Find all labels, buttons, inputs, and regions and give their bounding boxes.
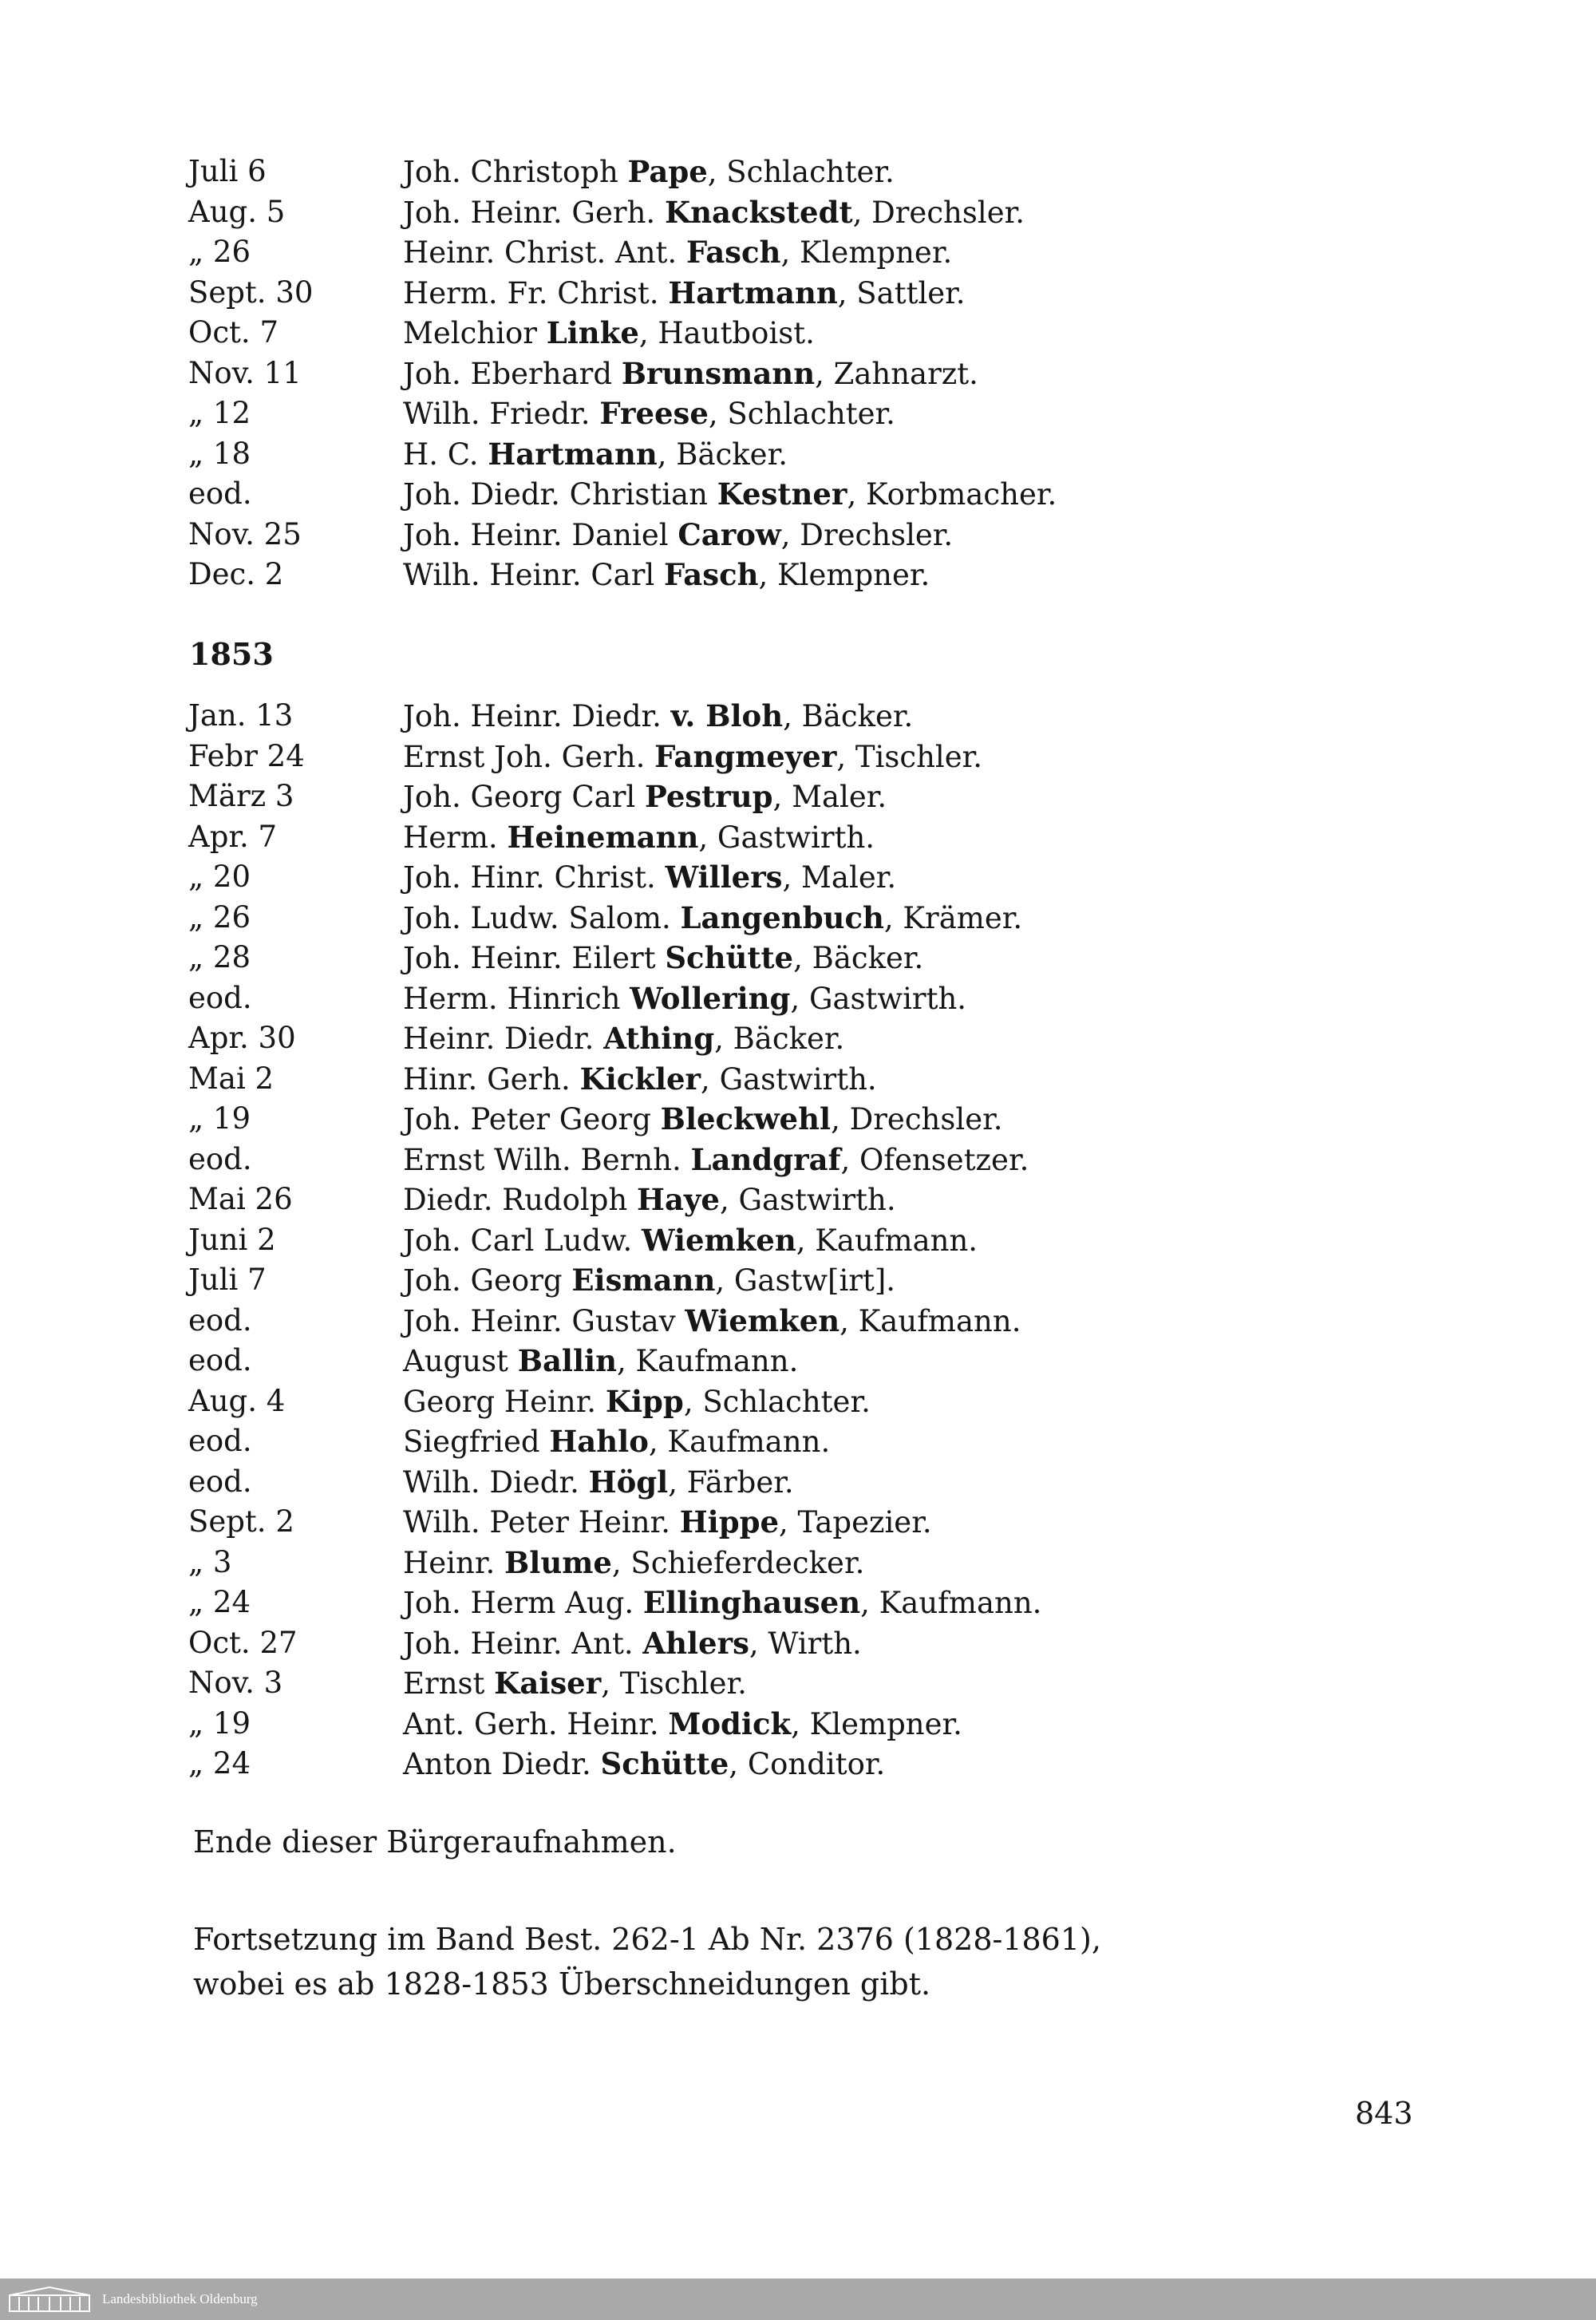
occupation: , Schlachter. [707,155,895,189]
given-names: Joh. Carl Ludw. [403,1223,642,1258]
given-names: Heinr. Christ. Ant. [403,235,686,270]
entry-text [403,1502,932,1543]
entry-text [403,737,982,777]
occupation: , Tischler. [836,739,983,774]
entry-date: eod. [188,1343,252,1377]
entry-text [403,1260,895,1301]
occupation: , Schieferdecker. [611,1545,865,1580]
entry-date: „ 18 [188,436,251,471]
surname: Ellinghausen [642,1585,861,1620]
entry-date: Nov. 3 [188,1666,283,1700]
entry-text [403,1180,896,1220]
library-name: Landesbibliothek Oldenburg [102,2291,258,2306]
entry-date: eod. [188,1424,252,1458]
entry-text [403,152,895,192]
occupation: , Wirth. [749,1626,862,1661]
surname: Freese [599,396,709,431]
entry-date: „ 28 [188,940,251,974]
surname: Landgraf [690,1141,841,1177]
given-names: Wilh. Peter Heinr. [403,1505,680,1539]
occupation: , Schlachter. [708,397,895,431]
given-names: Diedr. Rudolph [403,1183,637,1217]
given-names: Joh. Diedr. Christian [403,477,717,512]
given-names: Joh. Heinr. Gustav [403,1303,685,1338]
surname: Ahlers [642,1625,749,1661]
occupation: , Tischler. [601,1666,747,1701]
entry-date: Sept. 2 [188,1504,294,1539]
entry-text [403,1341,798,1381]
occupation: , Gastwirth. [719,1183,896,1217]
entry-date: Juli 7 [188,1263,267,1297]
surname: Athing [603,1021,715,1056]
given-names: Joh. Heinr. Gerh. [403,195,665,230]
entry-date: „ 20 [188,860,251,894]
entry-text [403,817,875,858]
end-note: Ende dieser Bürgeraufnahmen. [193,1824,677,1860]
given-names: Anton Diedr. [403,1747,601,1781]
entry-date: März 3 [188,779,294,813]
surname: Kestner [717,476,847,512]
given-names: Joh. Heinr. Eilert [403,941,666,975]
surname: Schütte [665,940,794,975]
occupation: , Kaufmann. [617,1344,799,1378]
given-names: Herm. Hinrich [403,981,630,1016]
occupation: , Klempner. [791,1706,962,1741]
given-names: Joh. Georg [403,1263,572,1298]
occupation: , Maler. [782,860,897,895]
surname: Knackstedt [664,194,853,230]
entry-date: eod. [188,1464,252,1499]
entry-text [403,777,887,817]
entry-text [403,898,1022,939]
given-names: Herm. Fr. Christ. [403,275,669,310]
occupation: , Gastwirth. [790,981,967,1016]
occupation: , Zahnarzt. [815,356,978,391]
surname: Högl [588,1464,669,1500]
surname: Kipp [605,1383,684,1419]
entry-text [403,1663,747,1704]
surname: Hippe [679,1504,780,1539]
surname: Eismann [571,1263,716,1298]
surname: Wiemken [685,1302,840,1338]
surname: Fasch [664,557,759,592]
given-names: Ernst [403,1666,495,1701]
entry-text [403,1543,864,1583]
given-names: H. C. [403,437,488,472]
surname: Fasch [685,235,781,270]
occupation: , Conditor. [729,1747,886,1781]
entry-text [403,1099,1003,1140]
entry-text [403,938,923,978]
entry-text [403,393,895,434]
given-names: Joh. Ludw. Salom. [403,900,681,935]
occupation: , Klempner. [780,235,953,270]
entry-date: Dec. 2 [188,557,284,591]
given-names: Hinr. Gerh. [403,1061,580,1097]
occupation: , Krämer. [883,900,1023,935]
surname: Fangmeyer [654,738,837,774]
entry-text [403,273,966,314]
surname: Willers [665,860,783,895]
entry-date: Nov. 11 [188,355,302,390]
entry-date: „ 19 [188,1705,251,1741]
page-number: 843 [1355,2096,1413,2131]
entry-text [403,1583,1041,1623]
given-names: Joh. Peter Georg [403,1102,661,1136]
surname: Schütte [600,1746,729,1781]
entry-date: eod. [188,980,252,1015]
given-names: Joh. Herm Aug. [403,1586,643,1620]
surname: Langenbuch [680,899,884,935]
surname: Hartmann [668,275,838,310]
given-names: Heinr. [403,1545,504,1580]
entry-text [403,474,1057,515]
entry-text [403,978,966,1019]
surname: Pestrup [644,779,773,814]
entry-date: Nov. 25 [188,516,302,551]
occupation: , Maler. [772,780,887,814]
occupation: , Schlachter. [683,1384,871,1419]
given-names: Georg Heinr. [403,1384,606,1419]
given-names: Herm. [403,820,508,855]
occupation: , Gastw[irt]. [715,1263,896,1298]
entry-date: „ 26 [188,235,251,269]
occupation: , Bäcker. [657,437,788,472]
entry-date: eod. [188,476,252,511]
given-names: Wilh. Heinr. Carl [403,558,665,592]
given-names: Joh. Christoph [403,155,628,189]
occupation: , Sattler. [837,275,966,310]
surname: Modick [668,1705,792,1741]
entry-date: eod. [188,1141,252,1176]
occupation: , Bäcker. [714,1022,845,1056]
given-names: August [403,1344,518,1378]
surname: Wiemken [642,1222,796,1258]
entry-text [403,1059,877,1100]
entry-text [403,434,788,475]
entry-date: Mai 26 [188,1182,293,1216]
given-names: Ernst Joh. Gerh. [403,739,655,774]
surname: Kickler [579,1061,701,1097]
entry-text [403,1018,844,1059]
occupation: , Kaufmann. [860,1586,1042,1620]
entry-text [403,857,896,898]
surname: Wollering [630,980,791,1016]
surname: Blume [504,1544,612,1580]
entry-date: Febr 24 [188,738,305,773]
entry-text [403,555,930,595]
entry-text [403,1220,978,1261]
entry-text [403,1421,830,1462]
entry-date: „ 24 [188,1585,251,1619]
entry-text [403,192,1025,233]
given-names: Joh. Georg Carl [403,780,645,814]
occupation: , Kaufmann. [796,1223,978,1258]
occupation: , Bäcker. [783,699,914,733]
entry-date: Jan. 13 [188,698,294,733]
occupation: , Gastwirth. [698,820,875,855]
surname: Kaiser [494,1666,602,1701]
occupation: , Tapezier. [779,1505,932,1539]
surname: Ballin [517,1343,618,1378]
occupation: , Bäcker. [793,941,924,975]
given-names: Joh. Heinr. Diedr. [403,699,671,733]
continuation-line-2: wobei es ab 1828-1853 Überschneidungen gibt. [193,1966,931,2002]
surname: Brunsmann [621,355,816,391]
surname: Linke [546,315,639,350]
entry-text [403,515,953,555]
entry-date: „ 26 [188,899,251,935]
occupation: , Drechsler. [852,195,1025,230]
surname: Carow [678,516,781,552]
surname: Pape [627,154,708,189]
entry-text [403,1462,794,1503]
entry-text [403,1381,871,1422]
occupation: , Gastwirth. [701,1061,877,1097]
entry-date: Juni 2 [188,1222,276,1257]
entry-date: Apr. 30 [188,1021,296,1055]
entry-text [403,696,913,737]
given-names: Wilh. Friedr. [403,397,600,431]
surname: Hartmann [488,436,658,472]
occupation: , Drechsler. [780,517,954,552]
entry-text [403,354,978,394]
surname: Hahlo [549,1424,649,1459]
entry-date: Mai 2 [188,1061,275,1096]
entry-text [403,1744,885,1784]
entry-date: „ 24 [188,1746,251,1781]
year-heading: 1853 [189,636,274,672]
given-names: Ant. Gerh. Heinr. [403,1706,669,1741]
entry-date: Juli 6 [188,154,267,188]
entry-date: Aug. 4 [188,1383,286,1418]
occupation: , Kaufmann. [839,1303,1021,1338]
library-footer-bar [0,2279,1596,2320]
given-names: Siegfried [403,1425,550,1459]
given-names: Joh. Heinr. Daniel [403,517,678,552]
given-names: Wilh. Diedr. [403,1464,589,1500]
given-names: Joh. Heinr. Ant. [403,1626,643,1661]
entry-date: Aug. 5 [188,194,286,229]
entry-text [403,1623,862,1664]
entry-date: Sept. 30 [188,275,314,310]
entry-text [403,1301,1021,1342]
occupation: , Klempner. [758,558,930,592]
given-names: Heinr. Diedr. [403,1022,604,1056]
given-names: Ernst Wilh. Bernh. [403,1142,691,1177]
entry-text [403,1704,962,1745]
occupation: , Hautboist. [638,316,815,350]
occupation: , Korbmacher. [847,477,1057,512]
entry-text [403,313,815,354]
given-names: Joh. Hinr. Christ. [403,860,666,895]
occupation: , Drechsler. [831,1102,1003,1136]
surname: Bleckwehl [660,1101,832,1136]
surname: v. Bloh [670,698,784,733]
entry-date: Oct. 7 [188,315,279,350]
entry-date: Oct. 27 [188,1625,298,1660]
entry-date: „ 12 [188,396,251,430]
entry-date: Apr. 7 [188,819,278,854]
occupation: , Ofensetzer. [840,1142,1029,1177]
library-building-icon [6,2286,93,2313]
surname: Heinemann [507,819,699,855]
surname: Haye [636,1182,720,1217]
given-names: Melchior [403,316,547,350]
entry-text [403,1140,1029,1180]
occupation: , Färber. [668,1464,794,1500]
entry-date: „ 3 [188,1544,232,1579]
entry-date: eod. [188,1302,252,1338]
continuation-line-1: Fortsetzung im Band Best. 262-1 Ab Nr. 2376 (1828-1861), [193,1922,1101,1957]
entry-text [403,232,952,273]
given-names: Joh. Eberhard [403,356,622,391]
occupation: , Kaufmann. [648,1425,831,1459]
entry-date: „ 19 [188,1101,251,1136]
